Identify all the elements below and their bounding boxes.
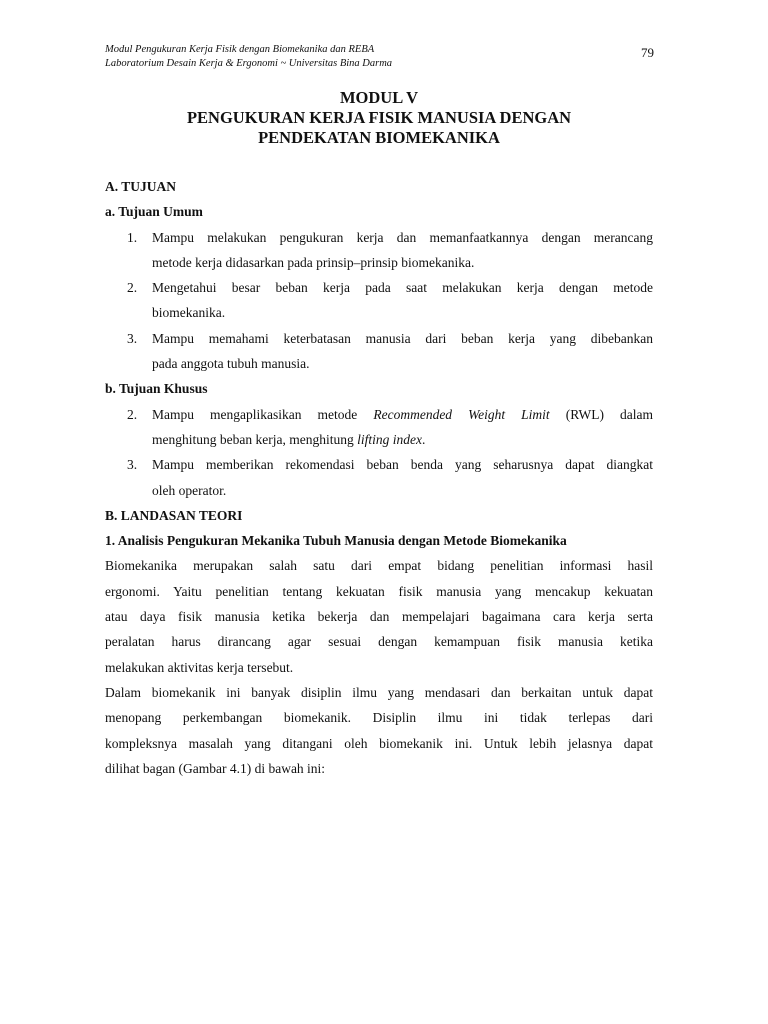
module-title	[105, 88, 653, 148]
subheading-tujuan-umum: a. Tujuan Umum	[105, 204, 203, 220]
list-item-text: Mengetahui besar beban kerja pada saat melakukan kerja dengan metode	[152, 280, 653, 296]
paragraph-line: melakukan aktivitas kerja tersebut.	[105, 659, 294, 675]
paragraph-line: Dalam biomekanik ini banyak disiplin ilmu yang mendasari dan berkaitan untuk dapat	[105, 684, 653, 700]
title-line-1: MODUL V	[339, 88, 419, 107]
list-item-continuation: oleh operator.	[152, 482, 227, 498]
list-item-text: Mampu melakukan pengukuran kerja dan memanfaatkannya dengan merancang	[152, 229, 653, 245]
list-item-number: 2.	[127, 280, 138, 296]
paragraph-2	[105, 680, 653, 781]
list-item-number: 3.	[127, 457, 138, 473]
paragraph-line: dilihat bagan (Gambar 4.1) di bawah ini:	[105, 760, 326, 776]
list-item	[105, 452, 653, 477]
list-item	[105, 402, 653, 427]
page-number: 79	[641, 45, 654, 60]
list-tujuan-umum	[105, 225, 653, 377]
list-item-continuation: pada anggota tubuh manusia.	[152, 356, 310, 372]
header-line-1: Modul Pengukuran Kerja Fisik dengan Biomekanika dan REBA	[105, 44, 375, 55]
document-body	[105, 174, 653, 781]
list-tujuan-khusus	[105, 402, 653, 503]
paragraph-line: kompleksnya masalah yang ditangani oleh biomekanik ini. Untuk lebih jelasnya dapat	[105, 735, 653, 751]
list-item-text: menghitung beban kerja, menghitung	[152, 431, 358, 447]
section-heading-tujuan: A. TUJUAN	[105, 179, 177, 194]
list-item-text: Mampu memberikan rekomendasi beban benda yang seharusnya dapat diangkat	[152, 457, 653, 473]
subheading-tujuan-khusus: b. Tujuan Khusus	[105, 381, 208, 397]
section-heading-landasan-teori: B. LANDASAN TEORI	[105, 507, 243, 523]
paragraph-line: menopang perkembangan biomekanik. Disiplin ilmu ini tidak terlepas dari	[105, 710, 653, 726]
paragraph-line: peralatan harus dirancang agar sesuai dengan kemampuan fisik manusia ketika	[105, 634, 653, 650]
list-item-text: Mampu memahami keterbatasan manusia dari beban kerja yang dibebankan	[152, 330, 653, 346]
rwl-term: Recommended Weight Limit	[373, 406, 550, 422]
list-item-continuation	[105, 427, 653, 452]
paragraph-line: atau daya fisik manusia ketika bekerja dan mempelajari bagaimana cara kerja serta	[105, 609, 653, 625]
title-line-3: PENDEKATAN BIOMEKANIKA	[258, 128, 500, 147]
header-line-2: Laboratorium Desain Kerja & Ergonomi ~ Universitas Bina Darma	[105, 58, 393, 69]
paragraph-1	[105, 553, 653, 679]
list-item-number: 2.	[127, 406, 138, 422]
lifting-index-term: lifting index	[357, 431, 422, 447]
list-item	[105, 275, 653, 300]
list-item	[105, 326, 653, 351]
list-item-text: .	[421, 431, 426, 447]
list-item-continuation: metode kerja didasarkan pada prinsip–prinsip biomekanika.	[152, 254, 475, 270]
list-item-text: Mampu mengaplikasikan metode	[152, 406, 374, 422]
list-item-number: 3.	[127, 330, 138, 346]
paragraph-line: ergonomi. Yaitu penelitian tentang kekuatan fisik manusia yang mencakup kekuatan	[105, 583, 653, 599]
list-item-text: (RWL) dalam	[565, 406, 653, 422]
subheading-analisis-biomekanika: 1. Analisis Pengukuran Mekanika Tubuh Manusia dengan Metode Biomekanika	[105, 533, 567, 549]
paragraph-line: Biomekanika merupakan salah satu dari empat bidang penelitian informasi hasil	[105, 558, 653, 574]
list-item-continuation: biomekanika.	[152, 305, 226, 321]
list-item-number: 1.	[127, 229, 138, 245]
list-item	[105, 225, 653, 250]
title-line-2: PENGUKURAN KERJA FISIK MANUSIA DENGAN	[186, 108, 572, 127]
